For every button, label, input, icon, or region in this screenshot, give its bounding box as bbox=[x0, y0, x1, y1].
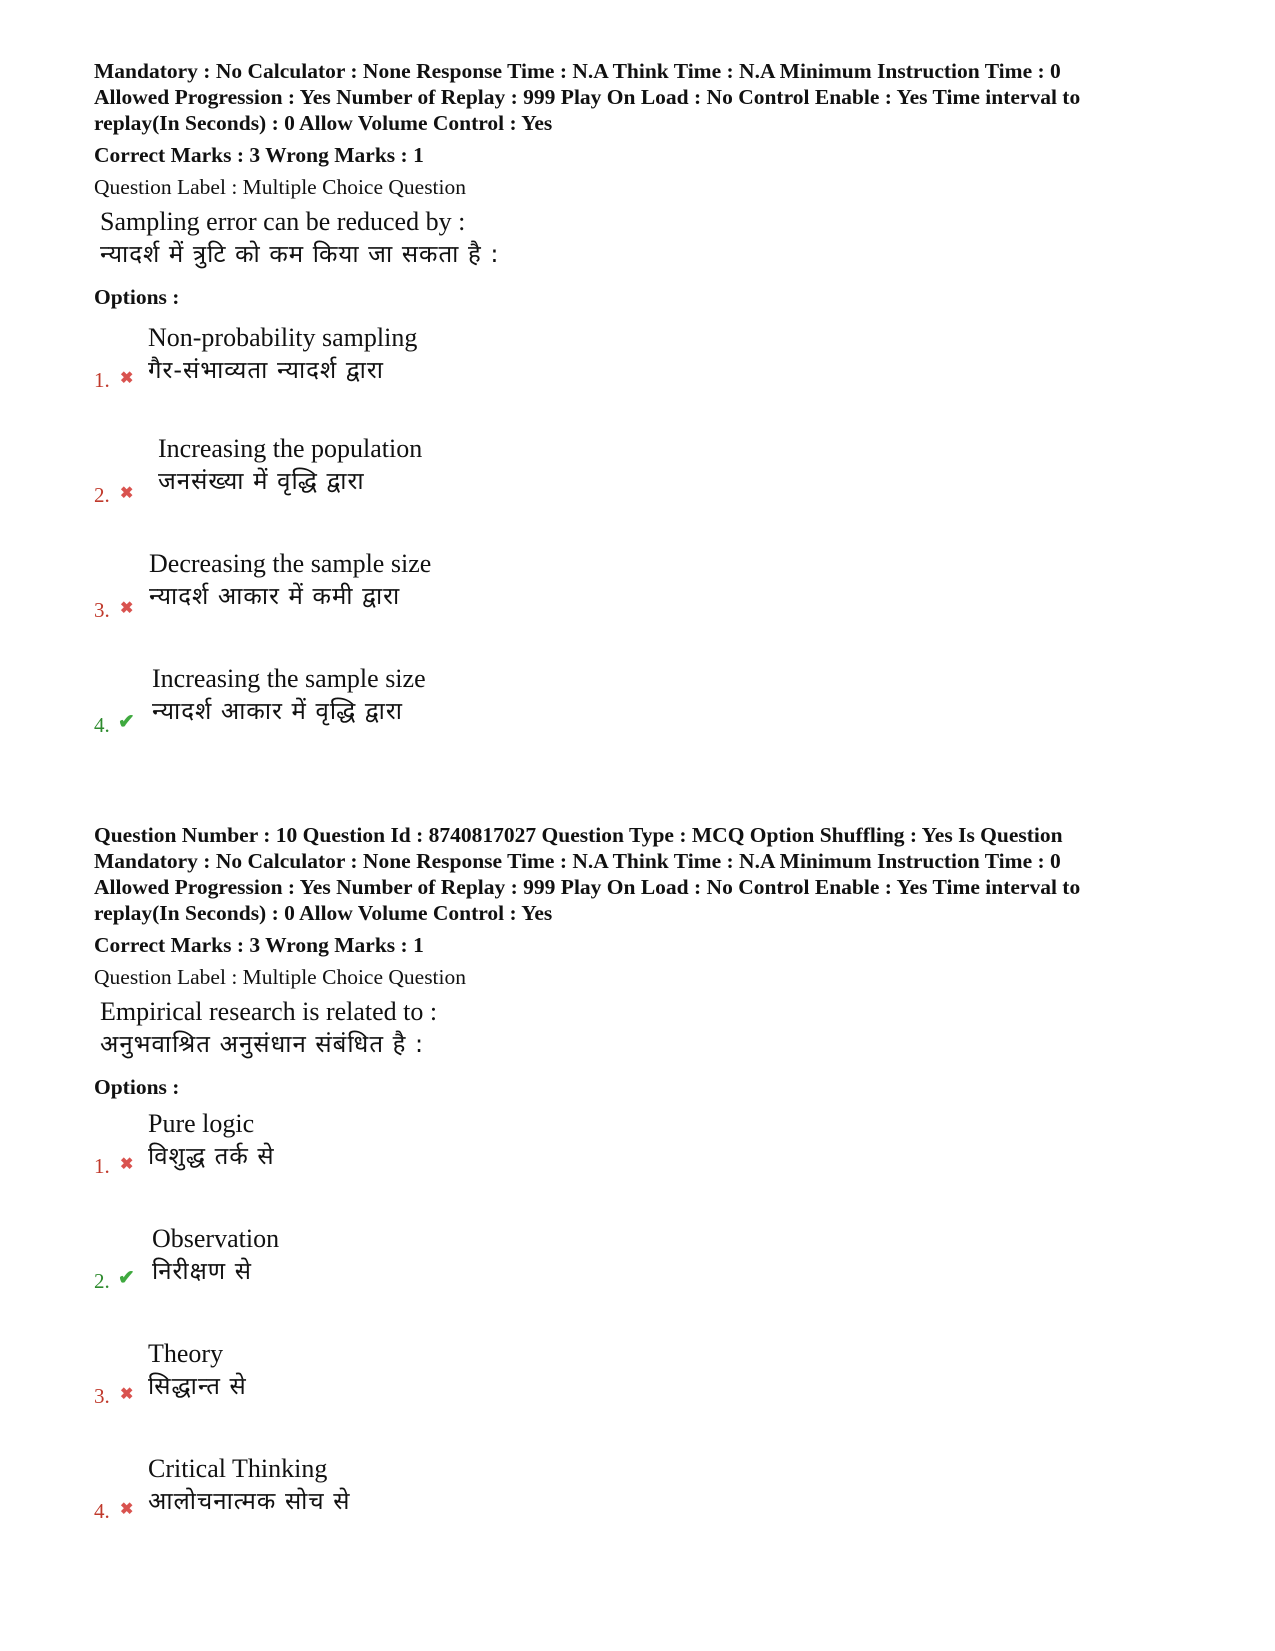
option-item bbox=[94, 1338, 1204, 1453]
option-text bbox=[149, 548, 431, 612]
option-text-en: Decreasing the sample size bbox=[149, 549, 432, 578]
marks-line: Correct Marks : 3 Wrong Marks : 1 bbox=[94, 143, 424, 167]
marks-line: Correct Marks : 3 Wrong Marks : 1 bbox=[94, 933, 424, 957]
meta-line: Question Number : 10 Question Id : 8740817027 Question Type : MCQ Option Shuffling : Yes Is Question bbox=[94, 823, 1063, 847]
wrong-mark-icon: ✖ bbox=[120, 1386, 134, 1403]
question-text-en: Sampling error can be reduced by : bbox=[100, 207, 466, 236]
question-meta bbox=[94, 58, 1204, 136]
option-text-hi: सिद्धान्त से bbox=[148, 1372, 247, 1400]
option-item bbox=[94, 1223, 1204, 1338]
option-number: 3. bbox=[94, 1384, 110, 1408]
option-text bbox=[152, 1223, 279, 1287]
option-text-hi: गैर-संभाव्यता न्यादर्श द्वारा bbox=[148, 356, 384, 384]
question-text-hi: न्यादर्श में त्रुटि को कम किया जा सकता है : bbox=[100, 240, 500, 268]
wrong-mark-icon: ✖ bbox=[120, 1501, 134, 1518]
options-heading: Options : bbox=[94, 1075, 180, 1099]
option-text bbox=[158, 433, 422, 497]
options-list bbox=[94, 322, 1204, 782]
meta-line: Allowed Progression : Yes Number of Replay : 999 Play On Load : No Control Enable : Yes Time interval to bbox=[94, 875, 1081, 899]
meta-line: replay(In Seconds) : 0 Allow Volume Control : Yes bbox=[94, 111, 553, 135]
wrong-mark-icon: ✖ bbox=[120, 1156, 134, 1173]
option-item bbox=[94, 664, 1204, 782]
wrong-mark-icon: ✖ bbox=[120, 370, 134, 387]
option-text bbox=[152, 663, 426, 727]
option-number: 3. bbox=[94, 598, 110, 622]
wrong-mark-icon: ✖ bbox=[120, 600, 134, 617]
option-text-en: Non-probability sampling bbox=[148, 323, 418, 352]
option-item bbox=[94, 1108, 1204, 1223]
option-text-en: Increasing the sample size bbox=[152, 664, 426, 693]
option-text-hi: जनसंख्या में वृद्धि द्वारा bbox=[158, 467, 365, 495]
question-text-en: Empirical research is related to : bbox=[100, 997, 438, 1026]
option-text-hi: निरीक्षण से bbox=[152, 1257, 252, 1285]
option-number: 2. bbox=[94, 483, 110, 507]
options-heading: Options : bbox=[94, 285, 180, 309]
option-number: 4. bbox=[94, 1499, 110, 1523]
wrong-mark-icon: ✖ bbox=[120, 485, 134, 502]
option-text-hi: आलोचनात्मक सोच से bbox=[148, 1487, 351, 1515]
option-item bbox=[94, 322, 1204, 437]
option-number: 2. bbox=[94, 1269, 110, 1293]
question-block-2 bbox=[94, 822, 1204, 1568]
option-text-hi: विशुद्ध तर्क से bbox=[148, 1142, 275, 1170]
question-text bbox=[100, 206, 1204, 270]
question-meta bbox=[94, 822, 1204, 926]
option-text bbox=[148, 1453, 350, 1517]
option-number: 4. bbox=[94, 713, 110, 737]
options-list bbox=[94, 1108, 1204, 1568]
option-text-en: Critical Thinking bbox=[148, 1454, 328, 1483]
option-item bbox=[94, 434, 1204, 552]
meta-line: Mandatory : No Calculator : None Response Time : N.A Think Time : N.A Minimum Instruction Time : 0 bbox=[94, 59, 1061, 83]
meta-line: replay(In Seconds) : 0 Allow Volume Control : Yes bbox=[94, 901, 553, 925]
option-number: 1. bbox=[94, 368, 110, 392]
question-label: Question Label : Multiple Choice Question bbox=[94, 175, 467, 199]
option-text-en: Pure logic bbox=[148, 1109, 255, 1138]
option-number: 1. bbox=[94, 1154, 110, 1178]
option-text-en: Observation bbox=[152, 1224, 280, 1253]
meta-line: Allowed Progression : Yes Number of Replay : 999 Play On Load : No Control Enable : Yes Time interval to bbox=[94, 85, 1081, 109]
check-mark-icon: ✔ bbox=[118, 1267, 135, 1289]
option-item bbox=[94, 549, 1204, 667]
question-label: Question Label : Multiple Choice Question bbox=[94, 965, 467, 989]
question-text bbox=[100, 996, 1204, 1060]
option-text bbox=[148, 1108, 275, 1172]
option-text-hi: न्यादर्श आकार में वृद्धि द्वारा bbox=[152, 697, 403, 725]
meta-line: Mandatory : No Calculator : None Response Time : N.A Think Time : N.A Minimum Instruction Time : 0 bbox=[94, 849, 1061, 873]
option-text-en: Increasing the population bbox=[158, 434, 423, 463]
option-text bbox=[148, 322, 417, 386]
check-mark-icon: ✔ bbox=[118, 711, 135, 733]
option-text-en: Theory bbox=[148, 1339, 224, 1368]
option-text-hi: न्यादर्श आकार में कमी द्वारा bbox=[149, 582, 401, 610]
option-item bbox=[94, 1453, 1204, 1568]
question-text-hi: अनुभवाश्रित अनुसंधान संबंधित है : bbox=[100, 1030, 425, 1058]
option-text bbox=[148, 1338, 247, 1402]
question-block-1 bbox=[94, 58, 1204, 782]
